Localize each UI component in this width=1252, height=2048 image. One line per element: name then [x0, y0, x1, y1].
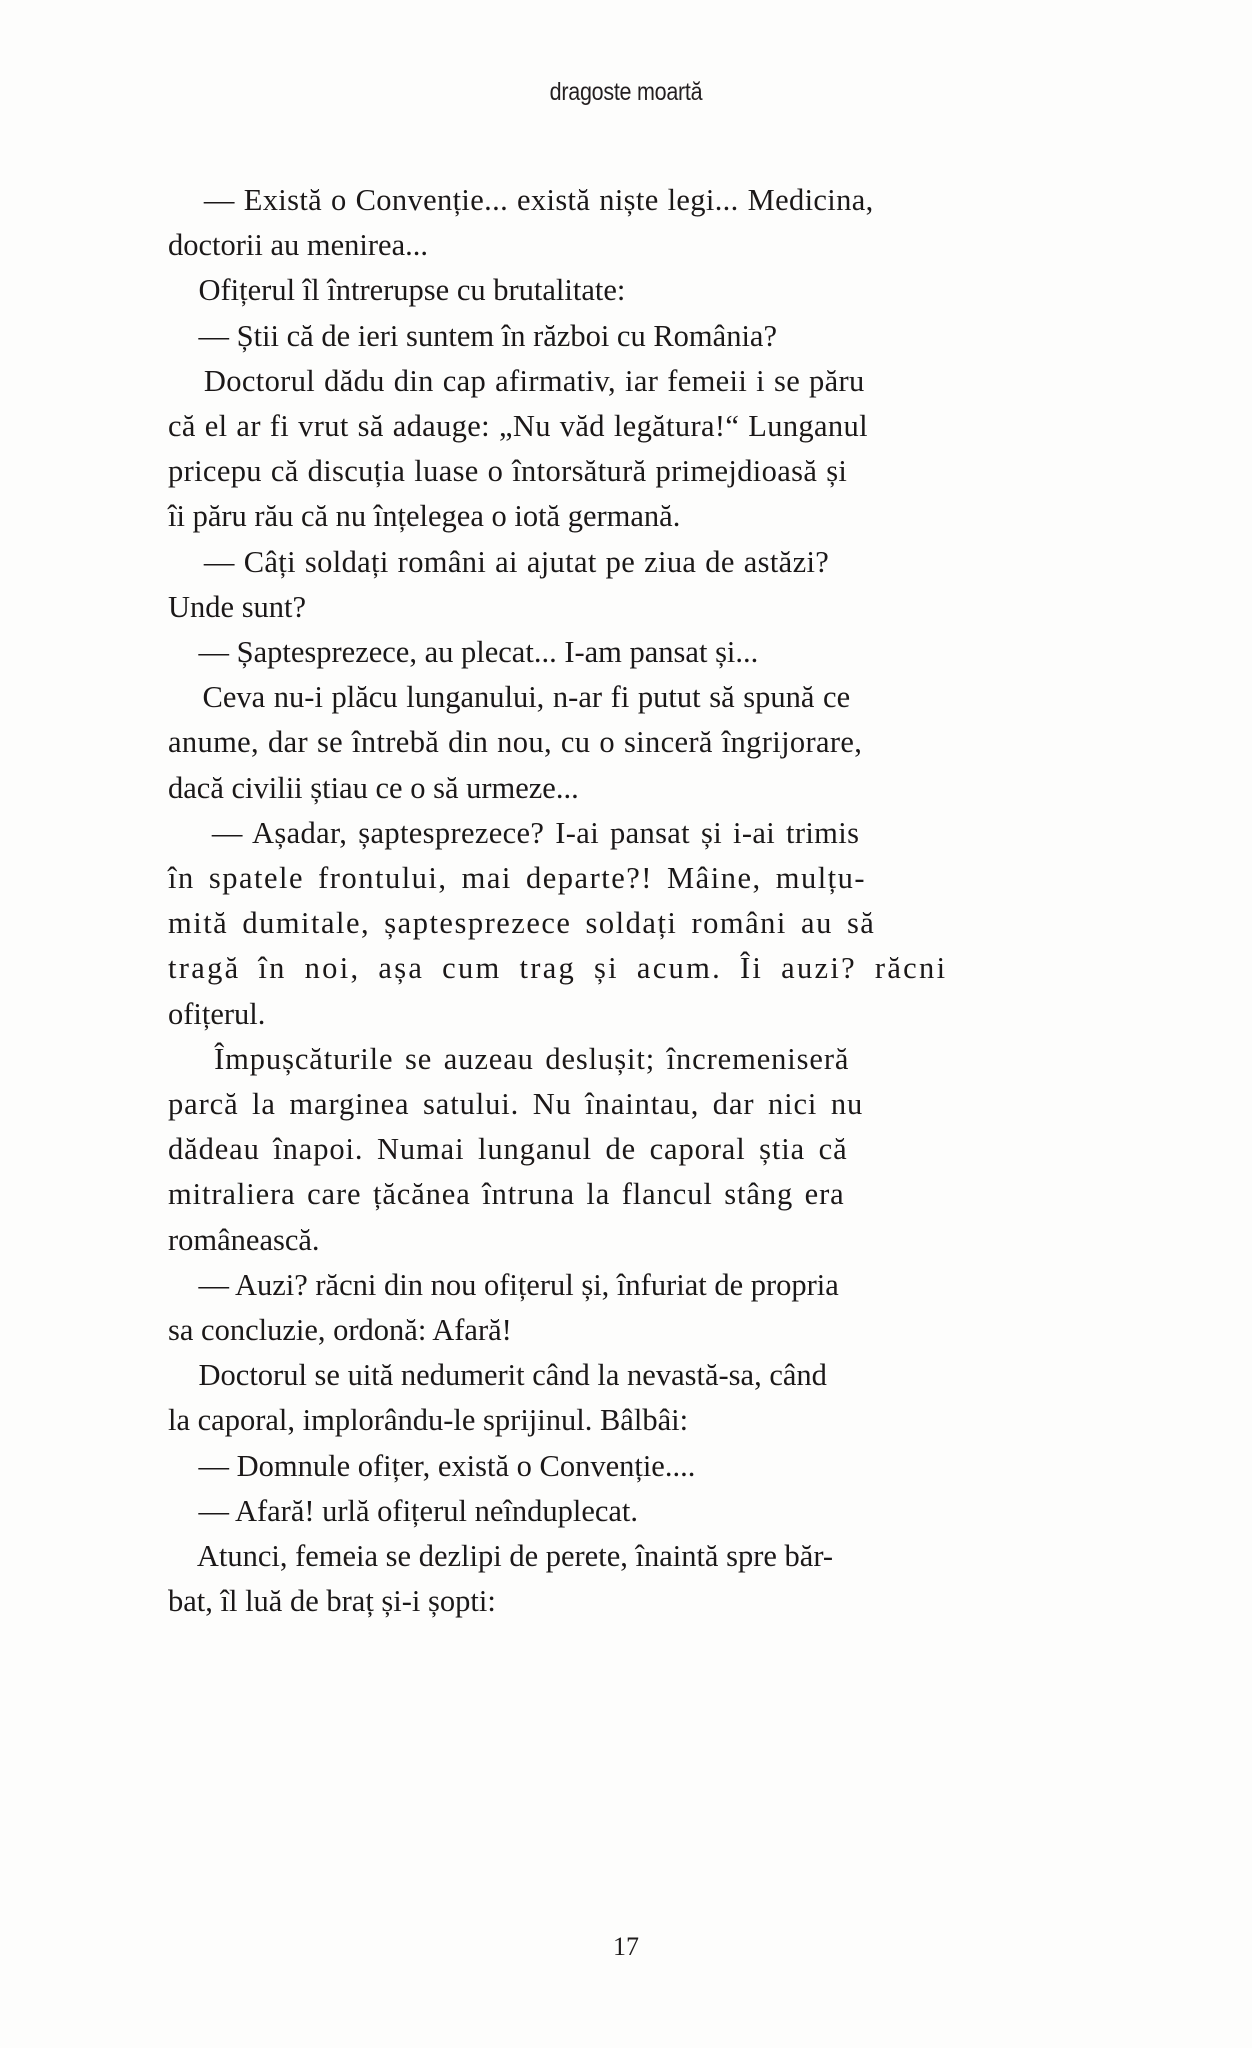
- body-line: — Afară! urlă ofițerul neînduplecat.: [168, 1493, 639, 1528]
- page-number: 17: [613, 1932, 639, 1961]
- body-line: Unde sunt?: [168, 589, 307, 624]
- body-line: dădeau înapoi. Numai lunganul de caporal știa că: [168, 1132, 848, 1167]
- body-line: mită dumitale, șaptesprezece soldați români au să: [168, 906, 876, 941]
- body-paragraph-lines: [168, 178, 948, 1625]
- body-line: Atunci, femeia se dezlipi de perete, înaintă spre băr-: [168, 1539, 834, 1574]
- body-line: Împușcăturile se auzeau deslușit; încremeniseră: [168, 1041, 850, 1076]
- body-line: — Câți soldați români ai ajutat pe ziua de astăzi?: [168, 544, 830, 579]
- body-line: în spatele frontului, mai departe?! Mâine, mulțu-: [168, 861, 867, 896]
- body-line: Doctorul dădu din cap afirmativ, iar femeii i se păru: [168, 363, 865, 398]
- body-line: — Știi că de ieri suntem în război cu România?: [168, 318, 777, 353]
- body-line: că el ar fi vrut să adauge: „Nu văd legătura!“ Lunganul: [168, 409, 868, 444]
- body-line: — Domnule ofițer, există o Convenție....: [168, 1448, 696, 1483]
- body-line: — Așadar, șaptesprezece? I-ai pansat și i-ai trimis: [168, 815, 860, 850]
- body-line: Ceva nu-i plăcu lunganului, n-ar fi putut să spună ce: [168, 680, 851, 715]
- body-line: — Auzi? răcni din nou ofițerul și, înfuriat de propria: [168, 1267, 839, 1302]
- body-line: îi păru rău că nu înțelegea o iotă germană.: [168, 499, 681, 534]
- body-line: mitraliera care țăcănea întruna la flancul stâng era: [168, 1177, 845, 1212]
- body-line: Doctorul se uită nedumerit când la nevastă-sa, când: [168, 1358, 827, 1393]
- body-line: pricepu că discuția luase o întorsătură primejdioasă și: [168, 454, 848, 489]
- running-header: dragoste moartă: [549, 78, 703, 106]
- body-line: parcă la marginea satului. Nu înaintau, dar nici nu: [168, 1087, 864, 1122]
- body-line: ofițerul.: [168, 996, 266, 1031]
- body-line: anume, dar se întrebă din nou, cu o sinceră îngrijorare,: [168, 725, 863, 760]
- body-line: tragă în noi, așa cum trag și acum. Îi auzi? răcni: [168, 951, 948, 986]
- body-line: Ofițerul îl întrerupse cu brutalitate:: [168, 273, 626, 308]
- body-line: dacă civilii știau ce o să urmeze...: [168, 770, 579, 805]
- body-text-block: [168, 178, 948, 1625]
- body-line: românească.: [168, 1222, 320, 1257]
- body-line: sa concluzie, ordonă: Afară!: [168, 1313, 512, 1348]
- body-line: bat, îl luă de braț și-i șopti:: [168, 1584, 496, 1619]
- body-line: la caporal, implorându-le sprijinul. Bâlbâi:: [168, 1403, 689, 1438]
- body-line: doctorii au menirea...: [168, 228, 428, 263]
- body-line: — Șaptesprezece, au plecat... I-am pansat și...: [168, 635, 759, 670]
- body-line: — Există o Convenție... există niște legi... Medicina,: [168, 183, 874, 217]
